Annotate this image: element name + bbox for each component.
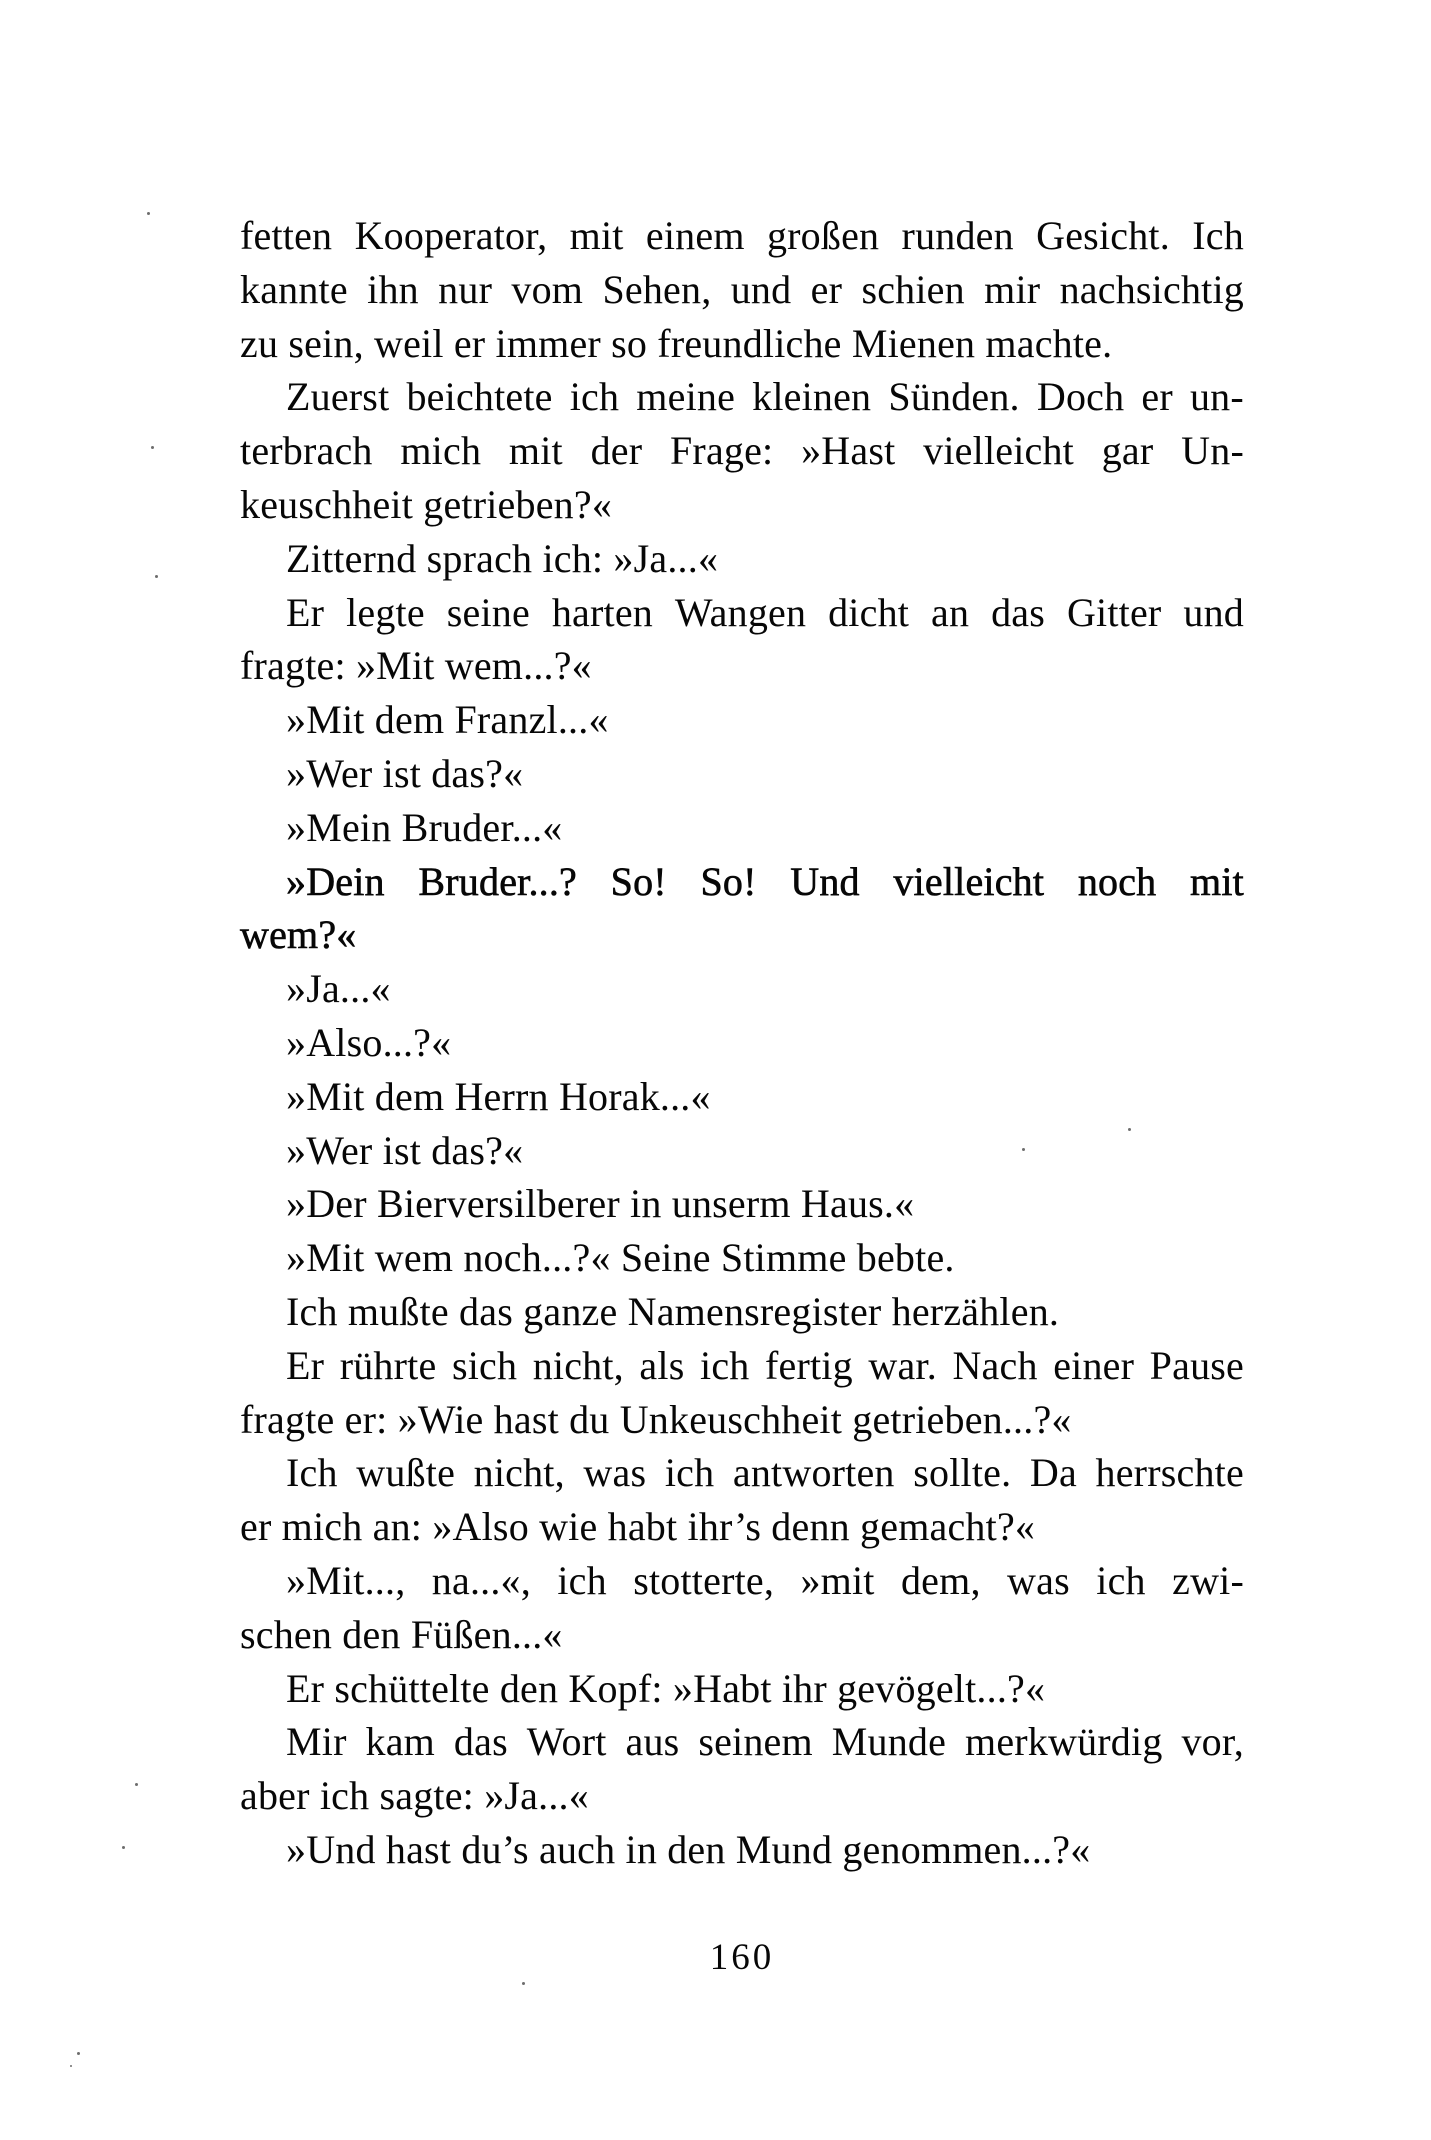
word: mit bbox=[1190, 858, 1244, 904]
scan-speck bbox=[1128, 1128, 1131, 1131]
text-line: »Und hast du’s auch in den Mund genommen...?« bbox=[286, 1826, 1091, 1872]
text-line: »Wer ist das?« bbox=[286, 1127, 524, 1173]
word: legte bbox=[346, 589, 425, 635]
word: zwi- bbox=[1172, 1557, 1244, 1603]
word: ihn bbox=[367, 266, 419, 312]
word: Sehen, bbox=[602, 266, 712, 312]
word: vielleicht bbox=[893, 858, 1045, 904]
word: dem, bbox=[900, 1557, 981, 1603]
word: »Hast bbox=[801, 428, 896, 474]
word: und bbox=[1183, 589, 1244, 635]
word: So! bbox=[700, 858, 757, 904]
text-line bbox=[240, 1715, 1244, 1769]
word: Er bbox=[286, 589, 325, 635]
word: Gesicht. bbox=[1036, 213, 1170, 258]
text-line: schen den Füßen...« bbox=[240, 1611, 563, 1657]
text-line bbox=[240, 263, 1244, 317]
scan-speck bbox=[155, 575, 158, 578]
text-line bbox=[240, 1339, 1244, 1393]
word: mich bbox=[400, 428, 482, 474]
word: Un- bbox=[1181, 428, 1244, 474]
word: kleinen bbox=[752, 374, 872, 420]
word: ich bbox=[557, 1557, 607, 1603]
word: meine bbox=[636, 374, 736, 420]
scan-speck bbox=[151, 446, 154, 449]
word: ich bbox=[700, 1342, 750, 1388]
word: Doch bbox=[1036, 374, 1125, 420]
word: als bbox=[639, 1342, 685, 1388]
word: beichtete bbox=[406, 374, 553, 420]
word: Frage: bbox=[669, 428, 774, 474]
word: was bbox=[583, 1450, 647, 1496]
word: er bbox=[810, 266, 843, 312]
word: dicht bbox=[828, 589, 910, 635]
word: ich bbox=[569, 374, 620, 420]
word: Zuerst bbox=[286, 374, 390, 420]
text-line bbox=[240, 424, 1244, 478]
word: Bruder...? bbox=[418, 858, 578, 904]
word: »Mit..., bbox=[286, 1557, 406, 1603]
text-line: »Der Bierversilberer in unserm Haus.« bbox=[286, 1181, 915, 1227]
word: schien bbox=[861, 266, 965, 312]
word: Da bbox=[1029, 1450, 1077, 1496]
word: Wangen bbox=[674, 589, 807, 635]
text-line: »Mit dem Franzl...« bbox=[286, 697, 609, 743]
text-line: Er schüttelte den Kopf: »Habt ihr gevögelt...?« bbox=[286, 1665, 1046, 1711]
word: terbrach bbox=[240, 428, 373, 474]
word: Munde bbox=[831, 1719, 947, 1765]
text-line bbox=[240, 855, 1244, 909]
scan-speck bbox=[147, 212, 150, 215]
word: antworten bbox=[732, 1450, 895, 1496]
word: was bbox=[1007, 1557, 1070, 1603]
word: Wort bbox=[526, 1719, 607, 1765]
word: nachsichtig bbox=[1059, 266, 1244, 312]
word: mit bbox=[508, 428, 563, 474]
word: So! bbox=[610, 858, 667, 904]
word: Sünden. bbox=[888, 374, 1020, 420]
word: na...«, bbox=[431, 1557, 531, 1603]
word: kam bbox=[365, 1719, 435, 1765]
word: er bbox=[1141, 374, 1173, 420]
word: gar bbox=[1101, 428, 1154, 474]
text-line: Zitternd sprach ich: »Ja...« bbox=[286, 535, 719, 581]
word: noch bbox=[1077, 858, 1157, 904]
scan-speck bbox=[135, 1783, 138, 1786]
word: runden bbox=[901, 213, 1014, 258]
text-line: »Mein Bruder...« bbox=[286, 804, 563, 850]
word: seine bbox=[446, 589, 530, 635]
word: vom bbox=[511, 266, 584, 312]
text-line: »Mit dem Herrn Horak...« bbox=[286, 1073, 711, 1119]
text-line: »Ja...« bbox=[286, 966, 391, 1012]
word: Ich bbox=[1192, 213, 1244, 258]
word: rührte bbox=[339, 1342, 437, 1388]
text-line bbox=[240, 370, 1244, 424]
text-line bbox=[240, 586, 1244, 640]
word: das bbox=[453, 1719, 508, 1765]
text-line bbox=[240, 209, 1244, 263]
word: nicht, bbox=[473, 1450, 565, 1496]
text-line: wem?« bbox=[240, 912, 357, 958]
word: Kooperator, bbox=[354, 213, 548, 258]
word: der bbox=[590, 428, 643, 474]
word: sich bbox=[451, 1342, 518, 1388]
word: un- bbox=[1189, 374, 1244, 420]
word: vielleicht bbox=[923, 428, 1074, 474]
text-line: »Mit wem noch...?« Seine Stimme bebte. bbox=[286, 1235, 955, 1281]
text-line: fragte er: »Wie hast du Unkeuschheit getrieben...?« bbox=[240, 1396, 1072, 1442]
word: aus bbox=[625, 1719, 680, 1765]
word: herrschte bbox=[1095, 1450, 1244, 1496]
word: mir bbox=[984, 266, 1041, 312]
word: war. bbox=[868, 1342, 937, 1388]
word: Und bbox=[790, 858, 860, 904]
word: nur bbox=[438, 266, 493, 312]
word: fertig bbox=[765, 1342, 853, 1388]
word: vor, bbox=[1181, 1719, 1244, 1765]
word: mit bbox=[569, 213, 624, 258]
text-line: er mich an: »Also wie habt ihr’s denn gemacht?« bbox=[240, 1504, 1036, 1550]
word: Pause bbox=[1149, 1342, 1244, 1388]
word: sollte. bbox=[913, 1450, 1012, 1496]
text-line: »Wer ist das?« bbox=[286, 750, 524, 796]
word: nicht, bbox=[532, 1342, 624, 1388]
text-line bbox=[240, 1554, 1244, 1608]
text-line: keuschheit getrieben?« bbox=[240, 481, 613, 527]
scan-speck bbox=[122, 1846, 125, 1849]
word: Gitter bbox=[1066, 589, 1162, 635]
word: einem bbox=[645, 213, 745, 258]
text-line: fragte: »Mit wem...?« bbox=[240, 643, 592, 689]
word: Nach bbox=[952, 1342, 1038, 1388]
word: das bbox=[991, 589, 1046, 635]
scan-speck bbox=[70, 2065, 72, 2067]
scan-speck bbox=[1022, 1148, 1025, 1151]
word: wußte bbox=[356, 1450, 456, 1496]
word: harten bbox=[551, 589, 653, 635]
word: großen bbox=[766, 213, 880, 258]
word: merkwürdig bbox=[965, 1719, 1163, 1765]
word: stotterte, bbox=[633, 1557, 775, 1603]
text-line: aber ich sagte: »Ja...« bbox=[240, 1773, 589, 1819]
text-line: zu sein, weil er immer so freundliche Mienen machte. bbox=[240, 320, 1113, 366]
word: an bbox=[931, 589, 970, 635]
text-line: »Also...?« bbox=[286, 1019, 452, 1065]
word: kannte bbox=[240, 266, 348, 312]
word: ich bbox=[1096, 1557, 1146, 1603]
text-line: Ich mußte das ganze Namensregister herzählen. bbox=[286, 1288, 1060, 1334]
word: Er bbox=[286, 1342, 325, 1388]
page-number: 160 bbox=[709, 1937, 775, 1978]
scan-speck bbox=[77, 2052, 80, 2055]
scan-speck bbox=[522, 1982, 525, 1985]
word: fetten bbox=[240, 213, 333, 258]
word: Mir bbox=[286, 1719, 347, 1765]
word: ich bbox=[664, 1450, 715, 1496]
text-line bbox=[240, 1446, 1244, 1500]
word: seinem bbox=[698, 1719, 813, 1765]
text-block bbox=[240, 209, 1244, 1877]
word: einer bbox=[1053, 1342, 1135, 1388]
word: »mit bbox=[800, 1557, 875, 1603]
word: und bbox=[730, 266, 792, 312]
word: Ich bbox=[286, 1450, 338, 1496]
word: »Dein bbox=[286, 858, 385, 904]
